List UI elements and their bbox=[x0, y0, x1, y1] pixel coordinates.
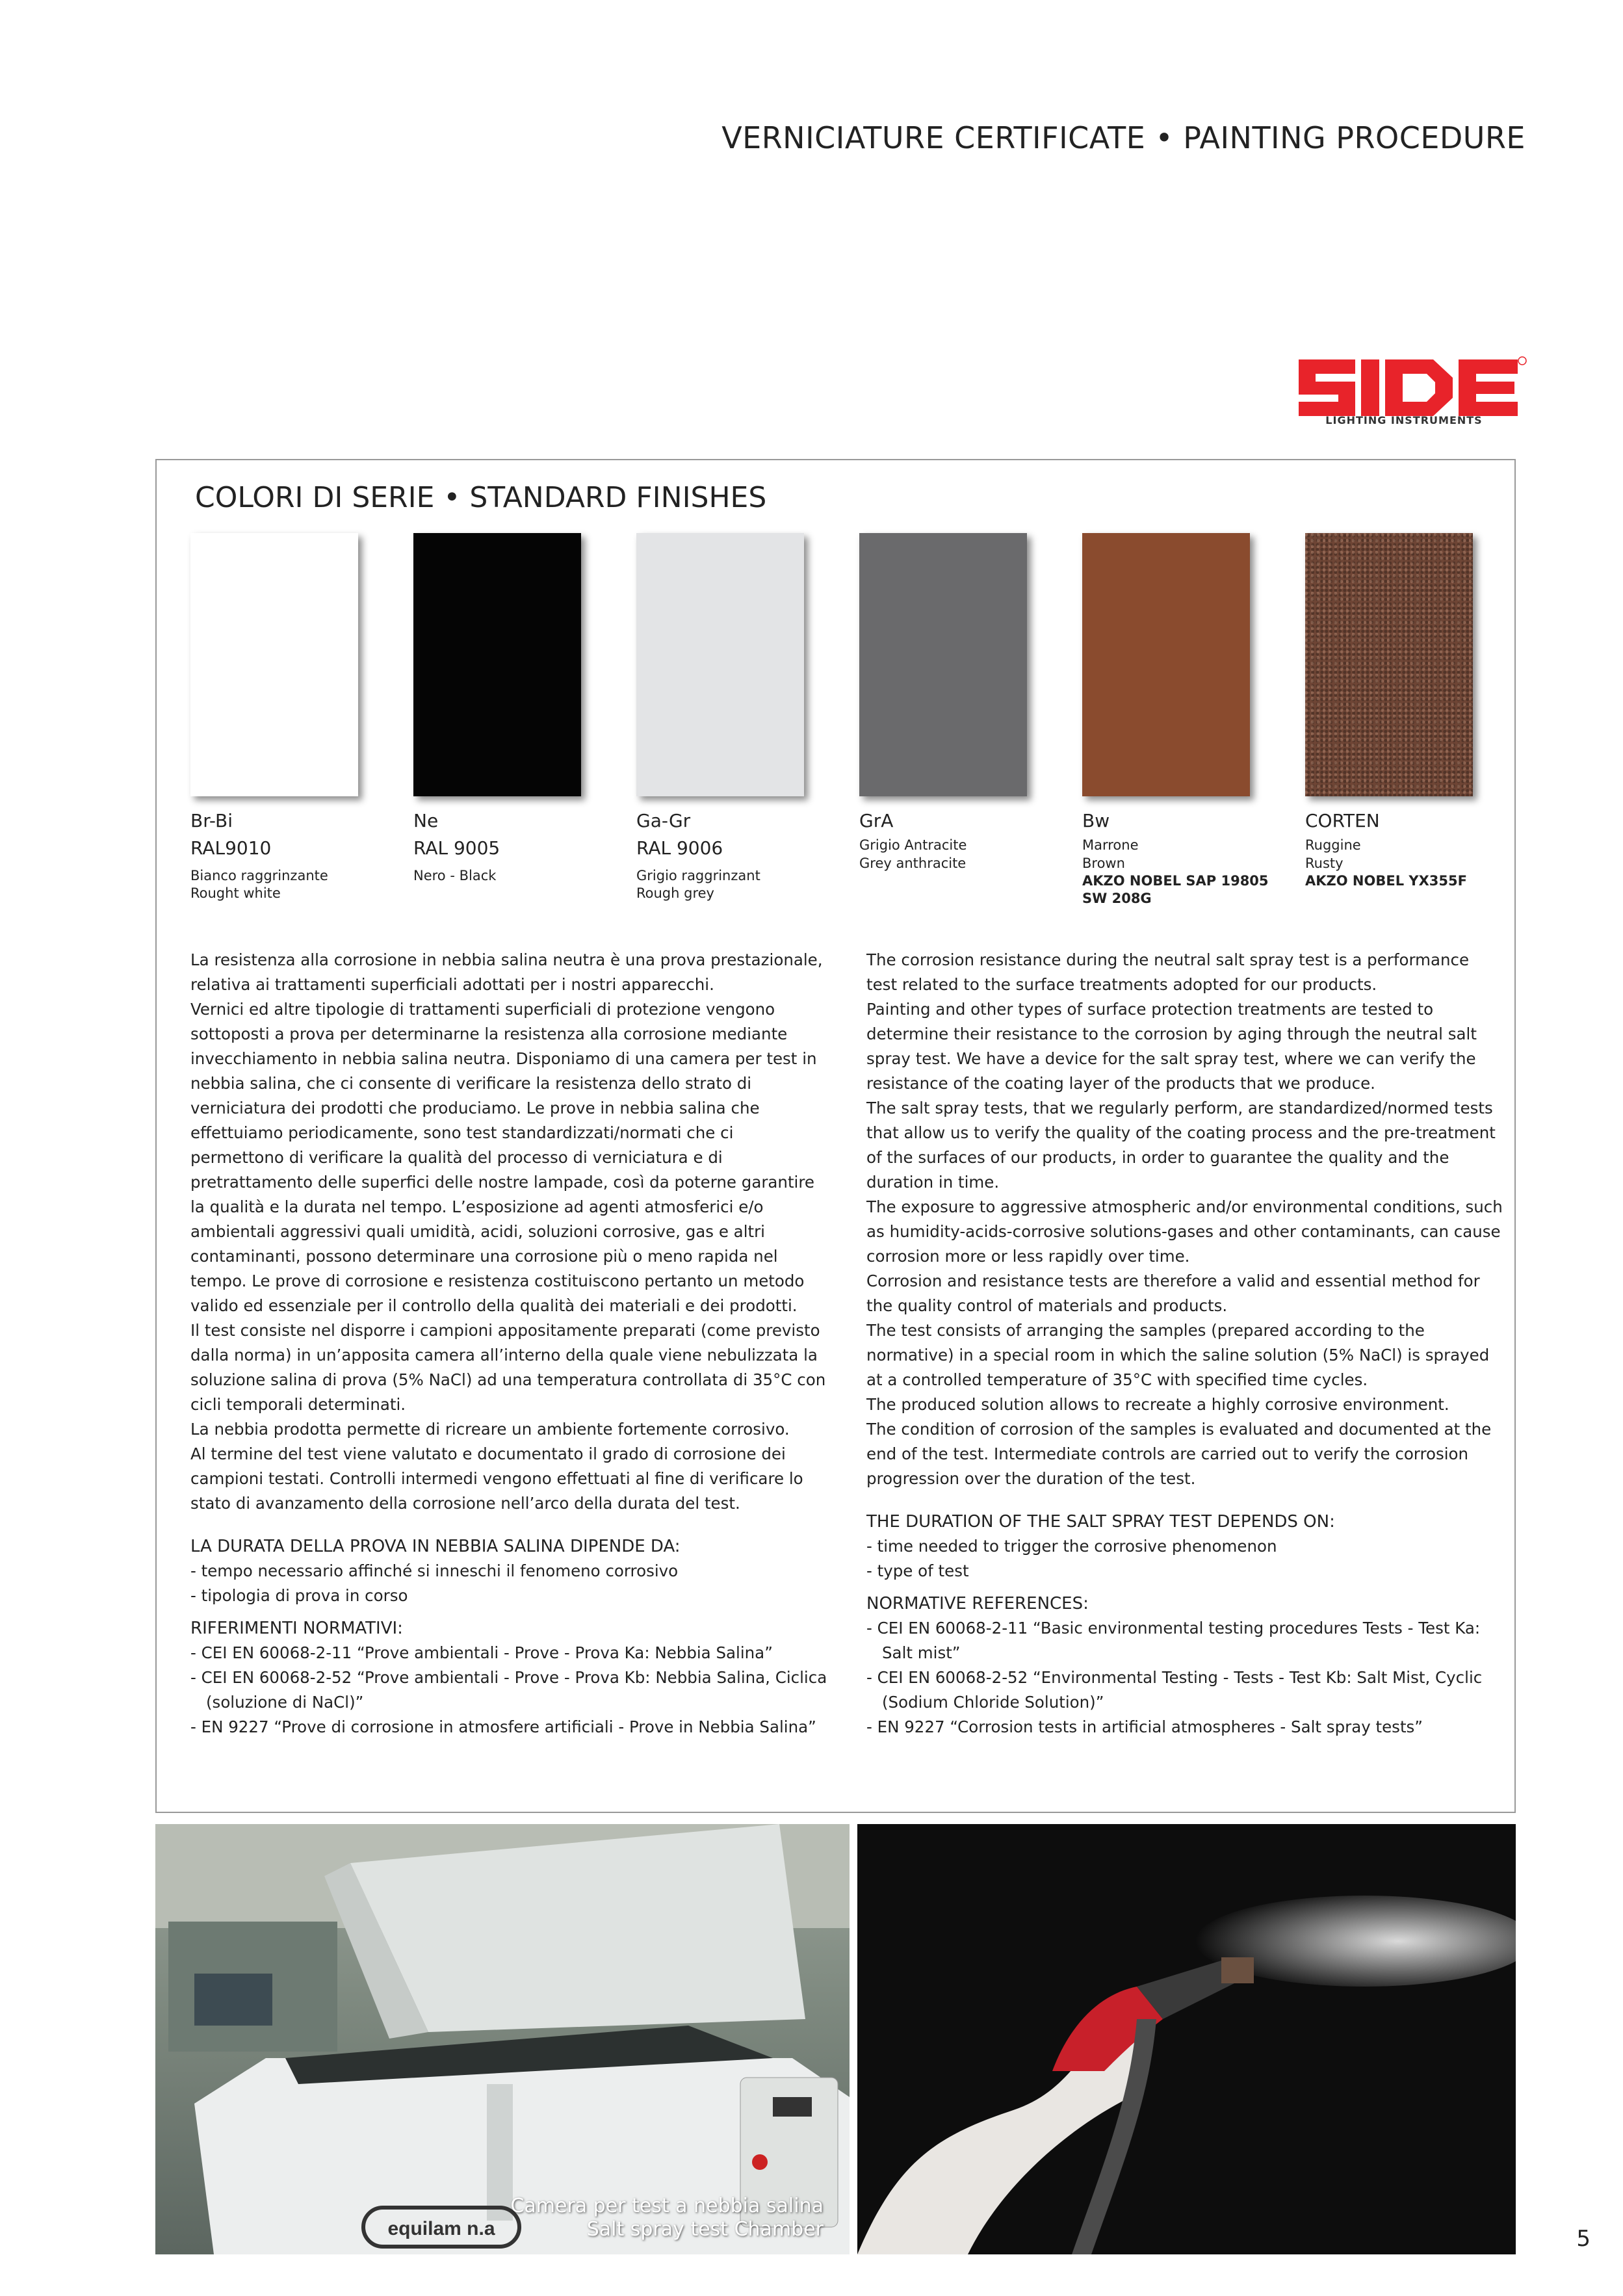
logo-subtitle: LIGHTING INSTRUMENTS bbox=[1325, 414, 1483, 426]
finish-desc-it: Nero - Black bbox=[413, 867, 497, 883]
english-body: The corrosion resistance during the neutral salt spray test is a performance test related to the surface treatments adopted for our products. Painting and other types of surface protection treatments are tested to determine their resistance to the corrosion by aging through the neutral salt spray test. We have a device for the salt spray test, where we can verify the resistance of the coating layer of the products that we produce. The salt spray tests, that we regularly perform, are standardized/normed tests that allow us to verify the quality of the coating process and the pre-treatment of the surfaces of our products, in order to guarantee the quality and the duration in time. The exposure to aggressive atmospheric and/or environmental conditions, such as humidity-acids-corrosive solutions-gases and other contaminants, can cause corrosion more or less rapidly over time. Corrosion and resistance tests are therefore a valid and essential method for the quality control of materials and products. The test consists of arranging the samples (prepared according to the normative) in a special room in which the saline solution (5% NaCl) is sprayed at a controlled temperature of 35°C with specified time cycles. The produced solution allows to recreate a highly corrosive environment. The condition of corrosion of the samples is evaluated and documented at the end of the test. Intermediate controls are carried out to verify the corrosion progression over the duration of the test. bbox=[866, 950, 1503, 1488]
finish-desc-it: Marrone bbox=[1082, 837, 1139, 854]
finish-desc-it: Grigio Antracite bbox=[859, 837, 967, 854]
chamber-illustration bbox=[155, 1824, 850, 2254]
salt-spray-chamber-photo bbox=[155, 1824, 850, 2254]
machine-brand: equilam n.a bbox=[387, 2218, 495, 2239]
swatch-label bbox=[1305, 809, 1500, 890]
color-swatch-gra bbox=[859, 533, 1027, 796]
finish-desc-en: Grey anthracite bbox=[859, 855, 967, 871]
english-refs-title: NORMATIVE REFERENCES: bbox=[866, 1594, 1089, 1613]
finish-code: CORTEN bbox=[1305, 810, 1380, 831]
list-item: - CEI EN 60068-2-11 “Basic environmental testing procedures Tests - Test Ka: Salt mist” bbox=[866, 1619, 1481, 1662]
list-item: - CEI EN 60068-2-52 “Prove ambientali - Prove - Prova Kb: Nebbia Salina, Ciclica (soluzione di NaCl)” bbox=[190, 1668, 827, 1712]
finish-supplier-code: AKZO NOBEL SAP 19805 SW 208G bbox=[1082, 872, 1269, 907]
list-item: - EN 9227 “Prove di corrosione in atmosfere artificiali - Prove in Nebbia Salina” bbox=[190, 1717, 816, 1736]
finish-desc-it: Ruggine bbox=[1305, 837, 1361, 854]
italian-body: La resistenza alla corrosione in nebbia salina neutra è una prova prestazionale, relativa ai trattamenti superficiali adottati per i nostri apparecchi. Vernici ed altre tipologie di trattamenti superficiali di protezione vengono sottoposti a prova per determinarne la resistenza alla corrosione mediante invecchiamento in nebbia salina neutra. Disponiamo di una camera per test in nebbia salina, che ci consente di verificare la resistenza dello strato di verniciatura dei prodotti che produciamo. Le prove in nebbia salina che effettuiamo periodicamente, sono test standardizzati/normati che ci permettono di verificare la qualità del processo di verniciatura e di pretrattamento delle superfici delle nostre lampade, così da poterne garantire la qualità e la durata nel tempo. L’esposizione ad agenti atmosferici e/o ambientali aggressivi quali umidità, acidi, soluzioni corrosive, gas e altri contaminanti, possono determinare una corrosione più o meno rapida nel tempo. Le prove di corrosione e resistenza costituiscono pertanto un metodo valido ed essenziale per il controllo della qualità dei materiali e dei prodotti. Il test consiste nel disporre i campioni appositamente preparati (come previsto dalla norma) in un’apposita camera all’interno della quale viene nebulizzata la soluzione salina di prova (5% NaCl) ad una temperatura controllata di 35°C con cicli temporali determinati. La nebbia prodotta permette di ricreare un ambiente fortemente corrosivo. Al termine del test viene valutato e documentato il grado di corrosione dei campioni testati. Controlli intermedi vengono effettuati al fine di verificare lo stato di avanzamento della corrosione nell’arco della durata del test. bbox=[190, 950, 826, 1513]
color-swatch-ne bbox=[413, 533, 581, 796]
caption-en: Salt spray test Chamber bbox=[586, 2218, 824, 2241]
spray-gun-photo bbox=[857, 1824, 1516, 2254]
list-item: - tempo necessario affinché si inneschi il fenomeno corrosivo bbox=[190, 1561, 679, 1580]
finish-desc-it: Grigio raggrinzant bbox=[636, 867, 760, 883]
finish-code: Bw bbox=[1082, 810, 1110, 831]
swatch-label bbox=[636, 809, 831, 902]
english-column bbox=[866, 948, 1503, 1740]
color-swatch-ga-gr bbox=[636, 533, 804, 796]
finish-code: Br-Bi bbox=[190, 810, 233, 831]
english-duration-title: THE DURATION OF THE SALT SPRAY TEST DEPENDS ON: bbox=[866, 1512, 1335, 1532]
swatch-label bbox=[190, 809, 385, 902]
italian-refs-title: RIFERIMENTI NORMATIVI: bbox=[190, 1619, 403, 1638]
finish-desc-en: Rusty bbox=[1305, 855, 1344, 871]
finish-code: Ga-Gr bbox=[636, 810, 691, 831]
list-item: - tipologia di prova in corso bbox=[190, 1586, 408, 1605]
list-item: - CEI EN 60068-2-52 “Environmental Testing - Tests - Test Kb: Salt Mist, Cyclic (Sodium Chloride Solution)” bbox=[866, 1668, 1483, 1712]
finish-code: GrA bbox=[859, 810, 894, 831]
italian-column bbox=[190, 948, 827, 1740]
finish-desc-en: Brown bbox=[1082, 855, 1125, 871]
finish-ral: RAL 9006 bbox=[636, 837, 723, 859]
italian-duration-title: LA DURATA DELLA PROVA IN NEBBIA SALINA DIPENDE DA: bbox=[190, 1537, 681, 1556]
chamber-caption bbox=[510, 2195, 824, 2241]
color-swatch-bw bbox=[1082, 533, 1250, 796]
page-number: 5 bbox=[1576, 2226, 1591, 2252]
finishes-title: COLORI DI SERIE • STANDARD FINISHES bbox=[195, 481, 767, 514]
caption-it: Camera per test a nebbia salina bbox=[510, 2195, 824, 2217]
list-item: - time needed to trigger the corrosive phenomenon bbox=[866, 1537, 1277, 1556]
color-swatch-br-bi bbox=[190, 533, 358, 796]
finish-code: Ne bbox=[413, 810, 439, 831]
finish-desc-en: Rought white bbox=[190, 885, 281, 902]
finish-ral: RAL 9005 bbox=[413, 837, 500, 859]
finish-desc-it: Bianco raggrinzante bbox=[190, 867, 328, 883]
finish-ral: RAL9010 bbox=[190, 837, 272, 859]
spray-gun-illustration bbox=[857, 1824, 1516, 2254]
swatch-label bbox=[859, 809, 1054, 872]
list-item: - CEI EN 60068-2-11 “Prove ambientali - Prove - Prova Ka: Nebbia Salina” bbox=[190, 1643, 773, 1662]
finish-desc-en: Rough grey bbox=[636, 885, 714, 902]
page-header: VERNICIATURE CERTIFICATE • PAINTING PROCEDURE bbox=[721, 120, 1526, 155]
swatch-label bbox=[1082, 809, 1277, 908]
list-item: - EN 9227 “Corrosion tests in artificial atmospheres - Salt spray tests” bbox=[866, 1717, 1423, 1736]
list-item: - type of test bbox=[866, 1561, 969, 1580]
swatch-label bbox=[413, 809, 608, 885]
color-swatch-corten bbox=[1305, 533, 1473, 796]
finish-supplier-code: AKZO NOBEL YX355F bbox=[1305, 872, 1467, 889]
